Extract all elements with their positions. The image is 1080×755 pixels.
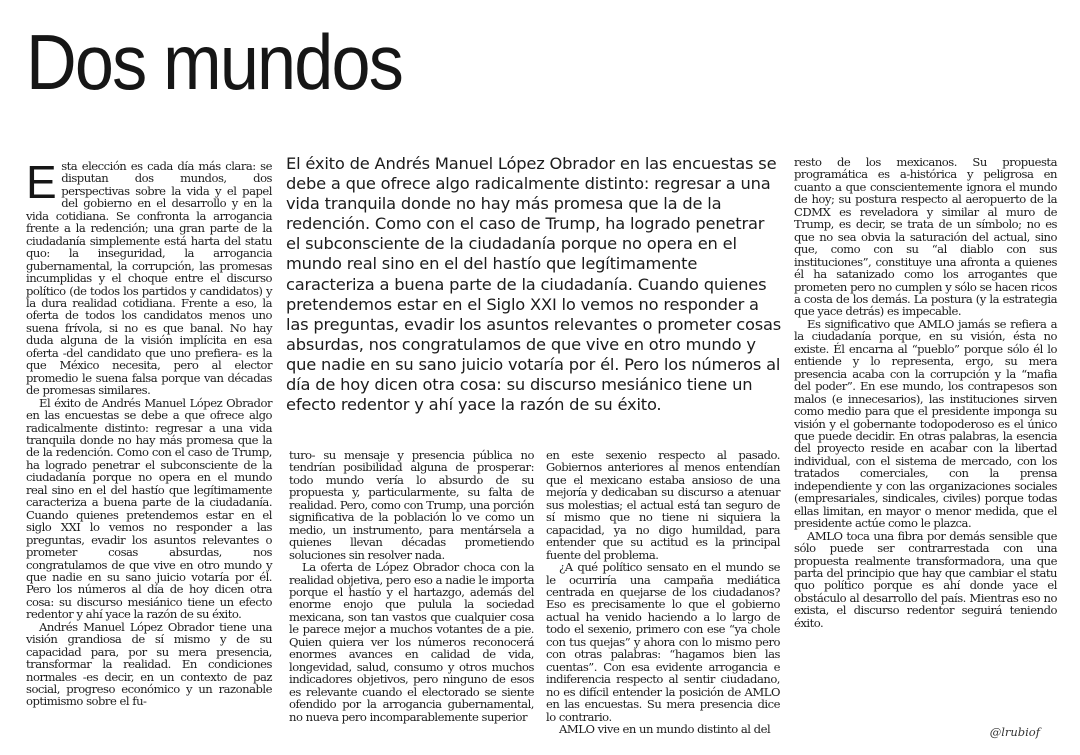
article-column-1 [26, 156, 272, 709]
paragraph: Es significativo que AMLO jamás se refiera a la ciudadanía porque, en su visión, ésta no existe. Él encarna al “pueblo” porque sólo él lo entiende y lo representa, ergo, su mera presencia acaba con la corrupción y la “mafia del poder”. En ese mundo, los contrapesos son malos (e innecesarios), las instituciones sirven como medio para que el presidente imponga su visión y el gobernante todopoderoso es el único que puede decidir. En otras palabras, la esencia del proyecto reside en acabar con la libertad individual, con el sistema de mercado, con los tratados comerciales, con la prensa independiente y con las organizaciones sociales (empresariales, sindicales, civiles) porque todas ellas limitan, en mayor o menor medida, que el presidente actúe como le plazca. [794, 316, 1057, 531]
paragraph: La oferta de López Obrador choca con la realidad objetiva, pero eso a nadie le importa porque el hastío y el hartazgo, además del enorme enojo que pulula la sociedad mexicana, son tan vastos que cualquier cosa le parece mejor a muchos votantes de a pie. Quien quiera ver los números reconocerá enormes avances en calidad de vida, longevidad, salud, consumo y otros muchos indicadores objetivos, pero ninguno de esos es relevante cuando el electorado se siente ofendido por la arrogancia gubernamental, no nueva pero incomparablemente superior [289, 560, 534, 724]
paragraph: El éxito de Andrés Manuel López Obrador en las encuestas se debe a que ofrece algo radicalmente distinto: regresar a una vida tranquila donde no hay más promesa que la de la redención. Como con el caso de Trump, ha logrado penetrar el subconsciente de la ciudadanía porque no opera en el mundo real sino en el del hastío que legítimamente caracteriza a buena parte de la ciudadanía. Cuando quienes pretendemos estar en el siglo XXI lo vemos no responder a las preguntas, evadir los asuntos relevantes o prometer cosas absurdas, nos congratulamos de que vive en otro mundo y que nadie en su sano juicio votaría por él. Pero los números al día de hoy dicen otra cosa: su discurso mesiánico tiene un efecto redentor y ahí yace la razón de su éxito. [26, 395, 272, 622]
article-column-2 [289, 449, 534, 723]
article-column-3 [546, 449, 780, 735]
article-headline: Dos mundos [26, 18, 403, 106]
article-column-4 [794, 156, 1057, 629]
paragraph: en este sexenio respecto al pasado. Gobiernos anteriores al menos entendían que el mexicano estaba ansioso de una mejoría y dedicaban su discurso a atenuar sus molestias; el actual está tan seguro de sí mismo que no tiene ni siquiera la capacidad, ya no digo humildad, para entender que su actitud es la principal fuente del problema. [546, 448, 780, 562]
drop-cap: E [26, 156, 57, 208]
paragraph: AMLO toca una fibra por demás sensible que sólo puede ser contrarrestada con una propuesta realmente transformadora, una que parta del principio que hay que cambiar el statu quo político porque es ahí donde yace el obstáculo al desarrollo del país. Mientras eso no exista, el discurso redentor seguirá teniendo éxito. [794, 528, 1057, 630]
paragraph: resto de los mexicanos. Su propuesta programática es a-histórica y peligrosa en cuanto a que conscientemente ignora el mundo de hoy; su postura respecto al aeropuerto de la CDMX es reveladora y similar al muro de Trump, es decir, se trata de un símbolo; no es que no sea obvia la saturación del actual, sino que, como con su “al diablo con sus instituciones”, constituye una afronta a quienes él ha satanizado como los arrogantes que prometen pero no cumplen y sólo se hacen ricos a costa de los demás. La postura (y la estrategia que yace detrás) es impecable. [794, 155, 1057, 319]
pull-quote: El éxito de Andrés Manuel López Obrador en las encuestas se debe a que ofrece algo radicalmente distinto: regresar a una vida tranquila donde no hay más promesa que la de la redención. Como con el caso de Trump, ha logrado penetrar el subconsciente de la ciudadanía porque no opera en el mundo real sino en el del hastío que legítimamente caracteriza a buena parte de la ciudadanía. Cuando quienes pretendemos estar en el Siglo XXI lo vemos no responder a las preguntas, evadir los asuntos relevantes o prometer cosas absurdas, nos congratulamos de que vive en otro mundo y que nadie en su sano juicio votaría por él. Pero los números al día de hoy dicen otra cosa: su discurso mesiánico tiene un efecto redentor y ahí yace la razón de su éxito. [286, 154, 782, 415]
paragraph [26, 156, 272, 398]
paragraph: AMLO vive en un mundo distinto al del [559, 721, 771, 736]
paragraph: ¿A qué político sensato en el mundo se le ocurriría una campaña mediática centrada en quejarse de los ciudadanos? Eso es precisamente lo que el gobierno actual ha venido haciendo a lo largo de todo el sexenio, primero con ese “ya chole con tus quejas” y ahora con lo mismo pero con otras palabras: “hagamos bien las cuentas”. Con esa evidente arrogancia e indiferencia respecto al sentir ciudadano, no es difícil entender la posición de AMLO en las encuestas. Su mera presencia dice lo contrario. [546, 560, 780, 724]
paragraph: Andrés Manuel López Obrador tiene una visión grandiosa de sí mismo y de su capacidad para, por su mera presencia, transformar la realidad. En condiciones normales -es decir, en un contexto de paz social, progreso económico y un razonable optimismo sobre el fu- [26, 619, 272, 709]
author-handle: @lrubiof [989, 725, 1040, 739]
paragraph-text: sta elección es cada día más clara: se disputan dos mundos, dos perspectivas sobre la vida y el papel del gobierno en el desarrollo y en la vida cotidiana. Se confronta la arrogancia frente a la redención; una gran parte de la ciudadanía simplemente está harta del statu quo: la inseguridad, la arrogancia gubernamental, la corrupción, las promesas incumplidas y el choque entre el discurso político (de todos los partidos y candidatos) y la dura realidad cotidiana. Frente a eso, la oferta de todos los candidatos menos uno suena frívola, si no es que banal. No hay duda alguna de la visión implícita en esa oferta -del candidato que uno prefiera- es la que México necesita, pero al elector promedio le suena falsa porque van décadas de promesas similares. [26, 159, 272, 398]
paragraph: turo- su mensaje y presencia pública no tendrían posibilidad alguna de prosperar: todo mundo vería lo absurdo de su propuesta y, particularmente, su falta de realidad. Pero, como con Trump, una porción significativa de la población lo ve como un medio, un instrumento, para mentársela a quienes llevan décadas prometiendo soluciones sin resolver nada. [289, 448, 534, 562]
